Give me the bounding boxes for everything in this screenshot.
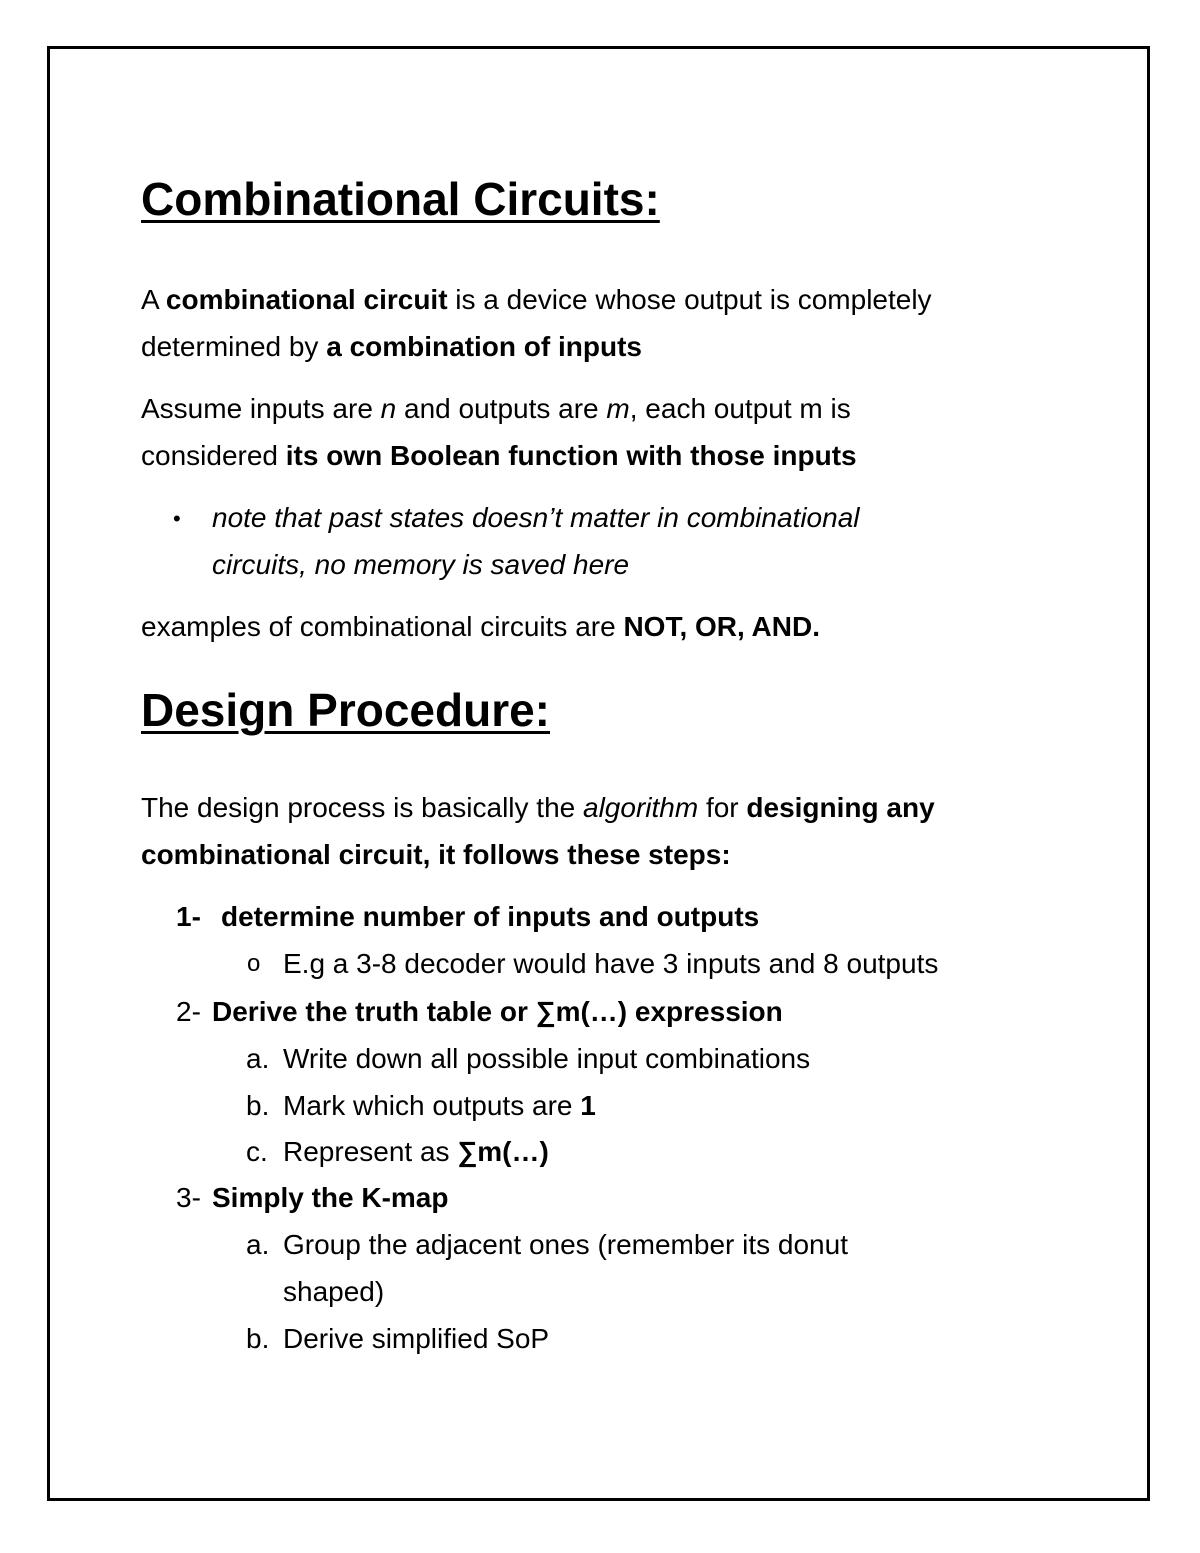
italic-var: n — [380, 393, 397, 424]
italic-term: algorithm — [583, 792, 699, 823]
step2-label: Derive the truth table or ∑m(…) expression — [212, 996, 783, 1027]
text: Mark which outputs are — [283, 1090, 581, 1121]
heading-combinational-circuits: Combinational Circuits: — [141, 173, 660, 225]
bold-term: NOT, OR, AND. — [623, 611, 820, 642]
step2b-text — [283, 1082, 596, 1129]
bold-term: 1 — [580, 1090, 596, 1121]
step2b-mark: b. — [246, 1090, 270, 1121]
step3a-line2: shaped) — [283, 1276, 385, 1307]
note-line1: note that past states doesn’t matter in combinational — [212, 502, 860, 533]
step3a-line1: Group the adjacent ones (remember its donut — [283, 1229, 848, 1260]
text: examples of combinational circuits are — [141, 611, 624, 642]
step3a-mark: a. — [246, 1229, 270, 1260]
step3b-text: Derive simplified SoP — [283, 1323, 550, 1354]
text: is a device whose output is completely — [447, 284, 932, 315]
para3 — [141, 603, 820, 650]
text: Assume inputs are — [141, 393, 381, 424]
step3-label: Simply the K-map — [212, 1182, 449, 1213]
step2a-mark: a. — [246, 1043, 270, 1074]
step2-number: 2- — [176, 996, 201, 1027]
step1-sub: E.g a 3-8 decoder would have 3 inputs and 8 outputs — [283, 948, 939, 979]
text: for — [698, 792, 747, 823]
bullet-icon: • — [173, 506, 181, 531]
page-border — [47, 46, 1150, 1501]
text: considered — [141, 440, 286, 471]
step2c-text — [283, 1128, 549, 1175]
text: Represent as — [283, 1136, 458, 1167]
para4-line2: combinational circuit, it follows these steps: — [141, 839, 731, 870]
bold-term: its own Boolean function with those inputs — [285, 440, 857, 471]
bold-term: a combination of inputs — [326, 331, 642, 362]
step1-label: determine number of inputs and outputs — [221, 901, 760, 932]
para1-line1 — [141, 276, 932, 323]
note-line2: circuits, no memory is saved here — [212, 549, 630, 580]
step3b-mark: b. — [246, 1323, 270, 1354]
para2-line2 — [141, 432, 857, 479]
bold-term: designing any — [746, 792, 935, 823]
bold-term: combinational circuit — [165, 284, 448, 315]
text: The design process is basically the — [141, 792, 583, 823]
sub-bullet-icon: o — [247, 950, 261, 977]
italic-var: m — [606, 393, 630, 424]
para2-line1 — [141, 385, 851, 432]
step1-number: 1- — [176, 901, 201, 932]
bold-term: ∑m(…) — [457, 1136, 549, 1167]
text: A — [141, 284, 166, 315]
step2c-mark: c. — [246, 1136, 268, 1167]
text: determined by — [141, 331, 327, 362]
text: and outputs are — [396, 393, 607, 424]
text: , each output m is — [629, 393, 851, 424]
step2a-text: Write down all possible input combinations — [283, 1043, 811, 1074]
para4-line1 — [141, 784, 935, 831]
step3-number: 3- — [176, 1182, 201, 1213]
para1-line2 — [141, 323, 642, 370]
heading-design-procedure: Design Procedure: — [141, 684, 550, 736]
